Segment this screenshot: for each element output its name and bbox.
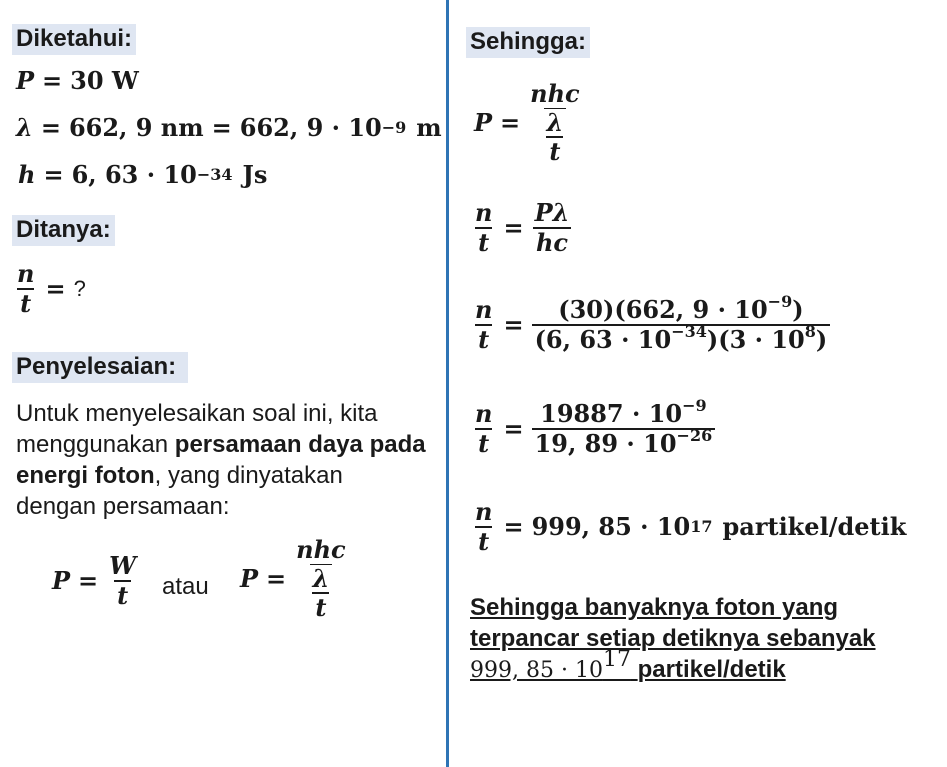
given-planck: h = 6, 63 · 10 −34 Js (18, 160, 268, 189)
step-multiplied: $\frac{n}{t}$ = $\frac{19887 \cdot 10^{-9}}{19, 89 \cdot 10^{-26}}$ (472, 400, 715, 457)
ditanya-heading: Ditanya: (12, 215, 115, 246)
solution-paragraph: Untuk menyelesaikan soal ini, kita menggunakan persamaan daya pada energi foton, yang dinyatakan dengan persamaan: (16, 400, 426, 520)
given-wavelength: λ = 662, 9 nm = 662, 9 · 10 −9 m (16, 113, 442, 142)
step-substituted: $\frac{n}{t}$ = $\frac{(30)(662, 9 \cdot 10^{-9})}{(6, 63 \cdot 10^{-34})(3 \cdot 10^8)}$ (472, 296, 830, 353)
power-formula-photon: P = $\frac{\frac{\text{nhc}}{\lambda}}{t}$ (240, 535, 346, 623)
step-result: $\frac{n}{t}$ = 999, 85 · 10 17 partikel/detik (475, 497, 907, 556)
asked-rate: $\frac{n}{t}$ = ? (17, 259, 86, 318)
atau-label: atau (162, 573, 209, 600)
diketahui-heading: Diketahui: (12, 24, 136, 55)
given-power: P = 30 W (16, 66, 139, 95)
step-power-formula: P = $\frac{\frac{\text{nhc}}{\lambda}}{t}$ (474, 79, 580, 167)
penyelesaian-heading: Penyelesaian: (12, 352, 188, 383)
power-formula-work: P = $\frac{W}{t}$ (52, 551, 137, 610)
step-rearranged: $\frac{n}{t}$ = $\frac{P\lambda}{hc}$ (475, 198, 570, 257)
conclusion-text: Sehingga banyaknya foton yang terpancar setiap detiknya sebanyak 999, $85 \cdot 10^{17}$ partikel/detik (470, 594, 876, 683)
column-divider (446, 0, 449, 767)
sehingga-heading: Sehingga: (466, 27, 590, 58)
